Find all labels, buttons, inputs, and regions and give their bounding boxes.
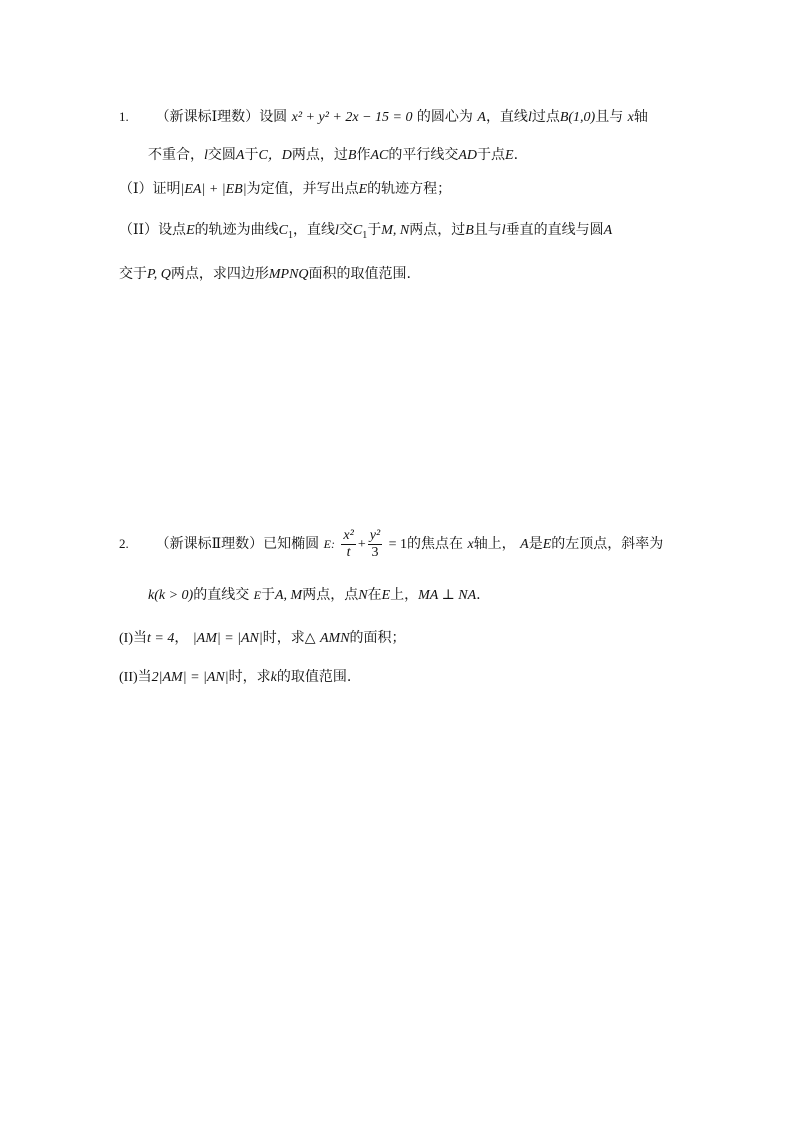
t-value: t = 4 bbox=[147, 631, 175, 646]
text: . bbox=[513, 147, 519, 163]
point-B: B bbox=[465, 223, 474, 238]
text: 于点 bbox=[477, 147, 506, 163]
points-AM: A, M bbox=[275, 588, 303, 603]
point-E: E bbox=[186, 223, 195, 238]
text: 当 bbox=[133, 630, 147, 646]
text: 的平行线交 bbox=[388, 147, 459, 163]
text: 已知椭圆 bbox=[263, 536, 320, 552]
line-l: l bbox=[527, 110, 532, 125]
ellipse-E: E bbox=[542, 537, 552, 552]
text: 的面积； bbox=[349, 630, 406, 646]
text: 为定值，并写出点 bbox=[246, 181, 359, 197]
text: 作 bbox=[356, 147, 371, 163]
line-l: l bbox=[334, 223, 339, 238]
perpendicular-condition: MA ⊥ NA bbox=[418, 588, 477, 603]
ellipse-E: E bbox=[381, 588, 391, 603]
text: 两点，点 bbox=[302, 587, 359, 603]
text: ，直线 bbox=[485, 109, 528, 125]
segment-AC: AC bbox=[370, 148, 389, 163]
text: 不重合， bbox=[148, 147, 204, 163]
points-PQ: P, Q bbox=[147, 267, 171, 282]
part-tag: （I） bbox=[119, 181, 153, 197]
text: 于 bbox=[244, 147, 259, 163]
text: . bbox=[476, 587, 481, 603]
plus-sign: + bbox=[357, 537, 366, 552]
problem-number: 1. bbox=[119, 109, 129, 124]
text: 交于 bbox=[119, 266, 147, 282]
text: 时，求△ bbox=[262, 630, 316, 646]
line-l: l bbox=[501, 223, 506, 238]
problem-1-stem-line-1 bbox=[119, 107, 648, 128]
part-tag: (I) bbox=[119, 631, 133, 646]
denominator: t bbox=[346, 544, 351, 560]
denominator: 3 bbox=[371, 544, 379, 560]
text: 于 bbox=[261, 587, 275, 603]
problem-2-stem-line-2 bbox=[148, 585, 481, 606]
point-N: N bbox=[358, 588, 368, 603]
triangle-AMN: AMN bbox=[319, 631, 350, 646]
text: 的直线交 bbox=[193, 587, 250, 603]
text: 且与 bbox=[595, 109, 624, 125]
part-tag: (II) bbox=[119, 670, 138, 685]
ellipse-E: E: bbox=[323, 537, 335, 551]
problem-number: 2. bbox=[119, 536, 129, 551]
problem-2-part-2 bbox=[119, 667, 351, 688]
problem-1-part-2-cont bbox=[119, 264, 411, 285]
axis-x: x bbox=[467, 537, 474, 552]
text: 的圆心为 bbox=[416, 109, 473, 125]
curve-C1: C bbox=[352, 223, 363, 238]
length-relation: 2|AM| = |AN| bbox=[151, 670, 229, 685]
ellipse-E: E bbox=[253, 588, 261, 602]
point-A: A bbox=[477, 110, 486, 125]
point-E: E bbox=[358, 182, 368, 197]
point-A: A bbox=[603, 223, 613, 238]
distance-sum: |EA| + |EB| bbox=[180, 182, 247, 197]
text: 面积的取值范围. bbox=[308, 266, 411, 282]
axis-x: x bbox=[627, 110, 634, 125]
text: 两点，过 bbox=[409, 222, 466, 238]
text: 时，求 bbox=[228, 669, 271, 685]
text: 轴 bbox=[633, 109, 648, 125]
curve-C1: C bbox=[278, 223, 288, 238]
point-A: A bbox=[520, 537, 529, 552]
text: 轴上， bbox=[473, 536, 516, 552]
text: 于 bbox=[367, 222, 382, 238]
point-B: B(1,0) bbox=[559, 110, 596, 125]
segment-AD: AD bbox=[458, 148, 478, 163]
text: 上， bbox=[390, 587, 419, 603]
text: 垂直的直线与圆 bbox=[505, 222, 604, 238]
text: 两点，过 bbox=[291, 147, 348, 163]
subscript: 1 bbox=[287, 229, 293, 241]
text: 设圆 bbox=[259, 109, 288, 125]
text: 的轨迹方程； bbox=[367, 181, 452, 197]
quadrilateral-MPNQ: MPNQ bbox=[268, 267, 309, 282]
text: 设点 bbox=[158, 222, 187, 238]
text: ，直线 bbox=[292, 222, 335, 238]
problem-source: （新课标Ⅱ理数） bbox=[155, 536, 264, 552]
line-l: l bbox=[204, 148, 208, 163]
text: 过点 bbox=[531, 109, 560, 125]
part-tag: （II） bbox=[119, 222, 159, 238]
slope-k: k(k > 0) bbox=[148, 588, 194, 603]
text: 的焦点在 bbox=[407, 536, 464, 552]
text: 且与 bbox=[473, 222, 502, 238]
text: 是 bbox=[528, 536, 543, 552]
fraction-x2-over-t bbox=[341, 528, 355, 561]
equal-lengths: |AM| = |AN| bbox=[192, 631, 263, 646]
numerator: y² bbox=[369, 527, 381, 543]
points-MN: M, N bbox=[381, 223, 410, 238]
numerator: x² bbox=[343, 527, 354, 543]
points-CD: C，D bbox=[258, 148, 292, 163]
fraction-y2-over-3 bbox=[368, 528, 382, 561]
subscript: 1 bbox=[362, 229, 368, 241]
text: 两点，求四边形 bbox=[170, 266, 269, 282]
slope-k: k bbox=[270, 670, 277, 685]
problem-1-part-2 bbox=[119, 220, 612, 241]
point-A: A bbox=[235, 148, 245, 163]
text: 当 bbox=[137, 669, 152, 685]
circle-equation: x² + y² + 2x − 15 = 0 bbox=[291, 110, 413, 125]
text: 的左顶点，斜率为 bbox=[551, 536, 664, 552]
text: 的轨迹为曲线 bbox=[194, 222, 279, 238]
point-E: E bbox=[505, 148, 514, 163]
equals-one: = 1 bbox=[388, 537, 408, 552]
text: 交圆 bbox=[207, 147, 236, 163]
point-B: B bbox=[347, 148, 357, 163]
text: 交 bbox=[338, 222, 353, 238]
problem-2-stem-line-1 bbox=[119, 522, 663, 567]
problem-2-part-1 bbox=[119, 628, 406, 649]
text: 在 bbox=[367, 587, 382, 603]
problem-1-stem-line-2 bbox=[148, 145, 518, 166]
problem-1-part-1 bbox=[119, 179, 451, 200]
text: 的取值范围. bbox=[276, 669, 352, 685]
text: ， bbox=[174, 630, 189, 646]
text: 证明 bbox=[152, 181, 181, 197]
problem-source: （新课标Ⅰ理数） bbox=[155, 109, 260, 125]
